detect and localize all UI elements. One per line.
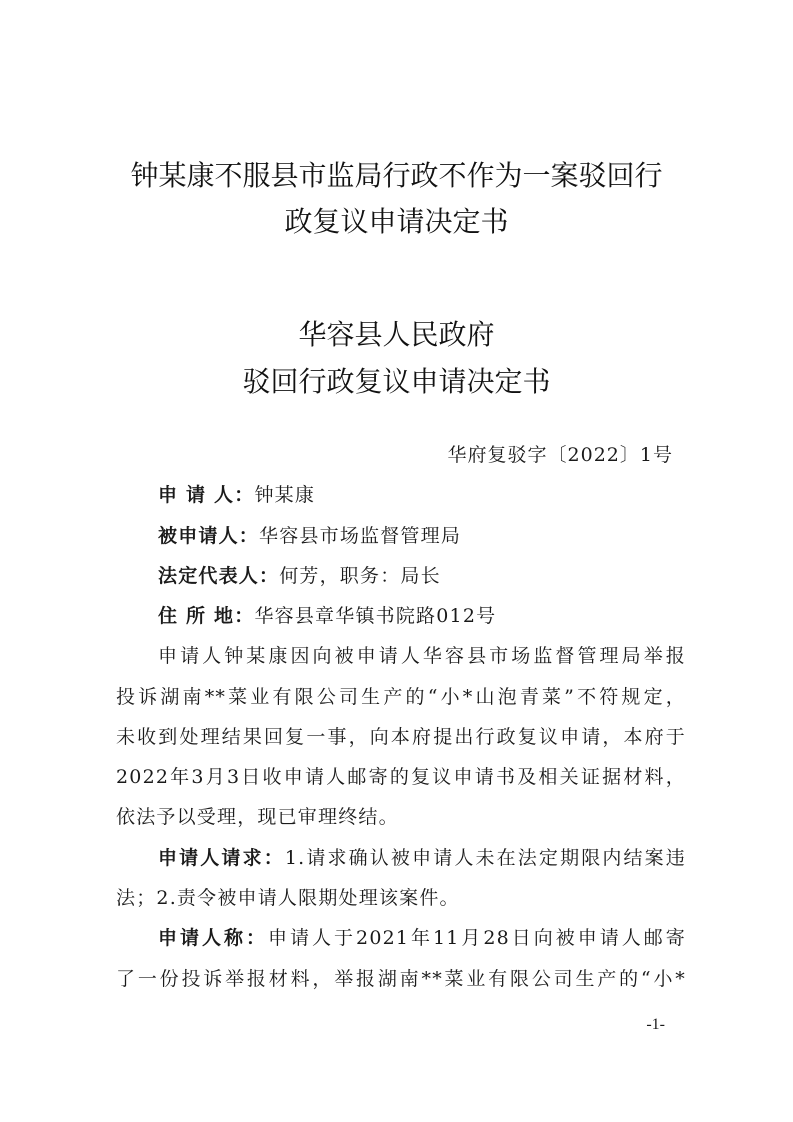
party-value: 钟某康 — [254, 484, 316, 506]
party-respondent — [158, 521, 686, 551]
request-label: 申请人请求： — [158, 847, 285, 869]
claim-line-2: 了一份投诉举报材料，举报湖南**菜业有限公司生产的“小* — [116, 968, 686, 990]
facts-line: 2022年3月3日收申请人邮寄的复议申请书及相关证据材料， — [116, 766, 686, 788]
request-line-1 — [158, 843, 686, 873]
facts-line: 申请人钟某康因向被申请人华容县市场监督管理局举报 — [158, 645, 686, 667]
issuing-authority: 华容县人民政府 — [298, 318, 495, 351]
party-legal-representative — [158, 561, 686, 591]
facts-line: 投诉湖南**菜业有限公司生产的“小*山泡青菜”不符规定， — [116, 686, 686, 708]
party-label: 被申请人： — [158, 525, 260, 547]
document-type-title: 驳回行政复议申请决定书 — [242, 365, 551, 398]
request-line-2: 法；2.责令被申请人限期处理该案件。 — [116, 887, 460, 909]
facts-line: 依法予以受理，现已审理终结。 — [116, 806, 399, 828]
page-number: -1- — [646, 1016, 665, 1033]
document-number: 华府复驳字〔2022〕1号 — [447, 444, 673, 466]
party-value: 华容县市场监督管理局 — [259, 525, 462, 547]
case-title-line-2: 政复议申请决定书 — [284, 205, 509, 238]
facts-line: 未收到处理结果回复一事，向本府提出行政复议申请，本府于 — [116, 726, 686, 748]
case-title-line-1: 钟某康不服县市监局行政不作为一案驳回行 — [130, 159, 663, 192]
claim-label: 申请人称： — [158, 927, 269, 949]
party-value: 何芳，职务：局长 — [279, 565, 441, 587]
claim-line-1 — [158, 923, 686, 953]
party-value: 华容县章华镇书院路012号 — [254, 605, 497, 627]
claim-text: 申请人于2021年11月28日向被申请人邮寄 — [268, 927, 686, 949]
party-applicant — [158, 480, 686, 510]
party-label: 住 所 地： — [158, 605, 255, 627]
party-address — [158, 601, 686, 631]
party-label: 申 请 人： — [158, 484, 255, 506]
request-text: 1.请求确认被申请人未在法定期限内结案违 — [284, 847, 686, 869]
party-label: 法定代表人： — [158, 565, 280, 587]
